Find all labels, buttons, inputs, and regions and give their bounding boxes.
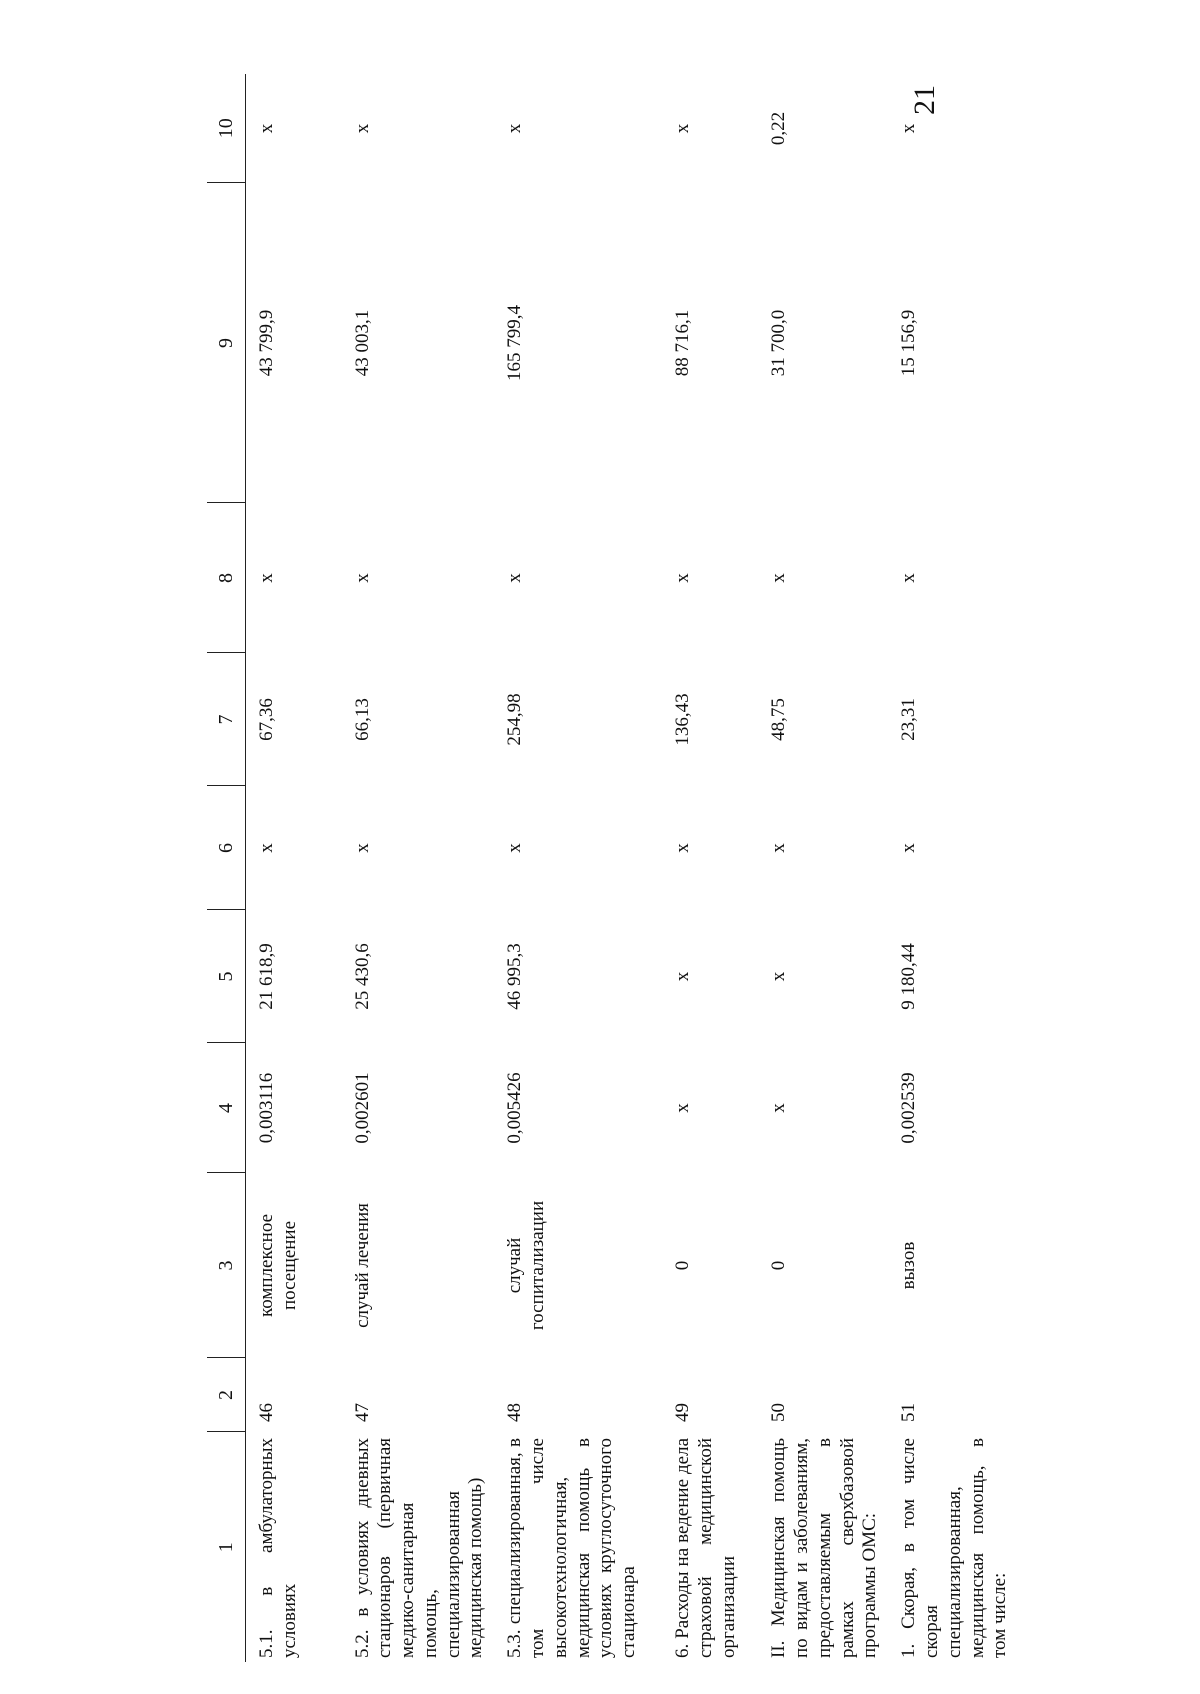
table-cell: 5.1. в амбулаторных условиях (256, 1438, 300, 1658)
table-cell: комплексное посещение (256, 1213, 300, 1318)
table-cell: 43 799,9 (256, 309, 277, 377)
table-cell: случай лечения (351, 1203, 373, 1328)
table-cell: 165 799,4 (504, 305, 526, 381)
table-row (342, 74, 495, 1662)
table-cell: 6. Расходы на ведение дела страховой медицинской организации (672, 1438, 739, 1658)
table-cell: 25 430,6 (351, 943, 373, 1010)
table-cell: 5.3. специализированная, в том числе высокотехнологичная, медицинская помощь в условиях круглосуточного стационара (504, 1438, 640, 1658)
table-cell: х (898, 573, 920, 583)
table-cell: х (256, 123, 277, 134)
table-cell: 0,002539 (898, 1072, 920, 1144)
table-cell: 0,22 (768, 111, 790, 146)
column-header: 9 (207, 183, 246, 503)
table-cell: 15 156,9 (898, 309, 920, 377)
column-header: 6 (207, 786, 246, 910)
table-cell: 48,75 (768, 698, 790, 741)
table-cell: 51 (898, 1403, 920, 1422)
table-cell: случай госпитализации (504, 1200, 549, 1331)
table-cell: 0,005426 (504, 1072, 526, 1144)
table-cell: х (504, 573, 526, 583)
table-cell: х (672, 1103, 694, 1113)
table-cell: х (672, 971, 694, 982)
table-cell: 5.2. в условиях дневных стационаров (первичная медико-санитарная помощь, специализированная медицинская помощь) (351, 1438, 487, 1658)
table-cell: 31 700,0 (768, 309, 790, 377)
table-cell: х (351, 573, 373, 583)
table-row (494, 74, 662, 1662)
header-row (207, 74, 246, 1662)
table-cell: х (898, 843, 920, 853)
table-cell: х (256, 843, 277, 853)
table-row (888, 74, 1018, 1662)
table-cell: 0 (768, 1260, 790, 1271)
table-cell: х (504, 843, 526, 853)
column-header: 3 (207, 1173, 246, 1358)
table-cell: 47 (351, 1403, 373, 1422)
table-cell: 50 (768, 1403, 790, 1422)
table-cell: 0,003116 (256, 1072, 277, 1144)
table-cell: 1. Скорая, в том числе скорая специализированная, медицинская помощь, в том числе: (898, 1438, 1011, 1658)
table-cell: 136,43 (672, 693, 694, 746)
table-cell: 66,13 (351, 698, 373, 741)
page-number: 21 (908, 85, 941, 115)
table-cell: х (672, 843, 694, 853)
table-cell: 67,36 (256, 698, 277, 741)
table-cell: х (768, 971, 790, 982)
table-cell: х (768, 843, 790, 853)
table-cell: х (898, 123, 920, 134)
table-cell: 23,31 (898, 698, 920, 741)
table-cell: х (768, 573, 790, 583)
column-header: 8 (207, 503, 246, 653)
table-row (758, 74, 888, 1662)
table-cell: 46 995,3 (504, 943, 526, 1010)
column-header: 5 (207, 910, 246, 1043)
table-cell: 49 (672, 1403, 694, 1422)
data-table (207, 74, 1018, 1662)
column-header: 4 (207, 1043, 246, 1173)
table-cell: 254,98 (504, 693, 526, 746)
table-cell: 21 618,9 (256, 943, 277, 1010)
table-cell: 43 003,1 (351, 309, 373, 377)
table-cell: 46 (256, 1403, 277, 1422)
table-cell: х (351, 843, 373, 853)
table-cell: х (672, 123, 694, 134)
table-cell: х (672, 573, 694, 583)
column-header: 10 (207, 74, 246, 183)
table-row (246, 74, 342, 1662)
table-cell: х (256, 573, 277, 583)
rotated-table-container (207, 74, 1035, 1662)
table-cell: х (504, 123, 526, 134)
table-cell: 9 180,44 (898, 943, 920, 1010)
table-row (662, 74, 758, 1662)
table-cell: 0,002601 (351, 1072, 373, 1144)
column-header: 7 (207, 653, 246, 786)
table-cell: вызов (898, 1241, 920, 1290)
table-cell: х (351, 123, 373, 134)
column-header: 2 (207, 1358, 246, 1432)
table-cell: х (768, 1103, 790, 1113)
table-cell: 88 716,1 (672, 309, 694, 377)
table-cell: II. Медицинская помощь по видам и заболеваниям, предоставляемым в рамках сверхбазовой программы ОМС: (768, 1438, 881, 1658)
table-cell: 0 (672, 1260, 694, 1271)
column-header: 1 (207, 1432, 246, 1662)
table-cell: 48 (504, 1403, 526, 1422)
